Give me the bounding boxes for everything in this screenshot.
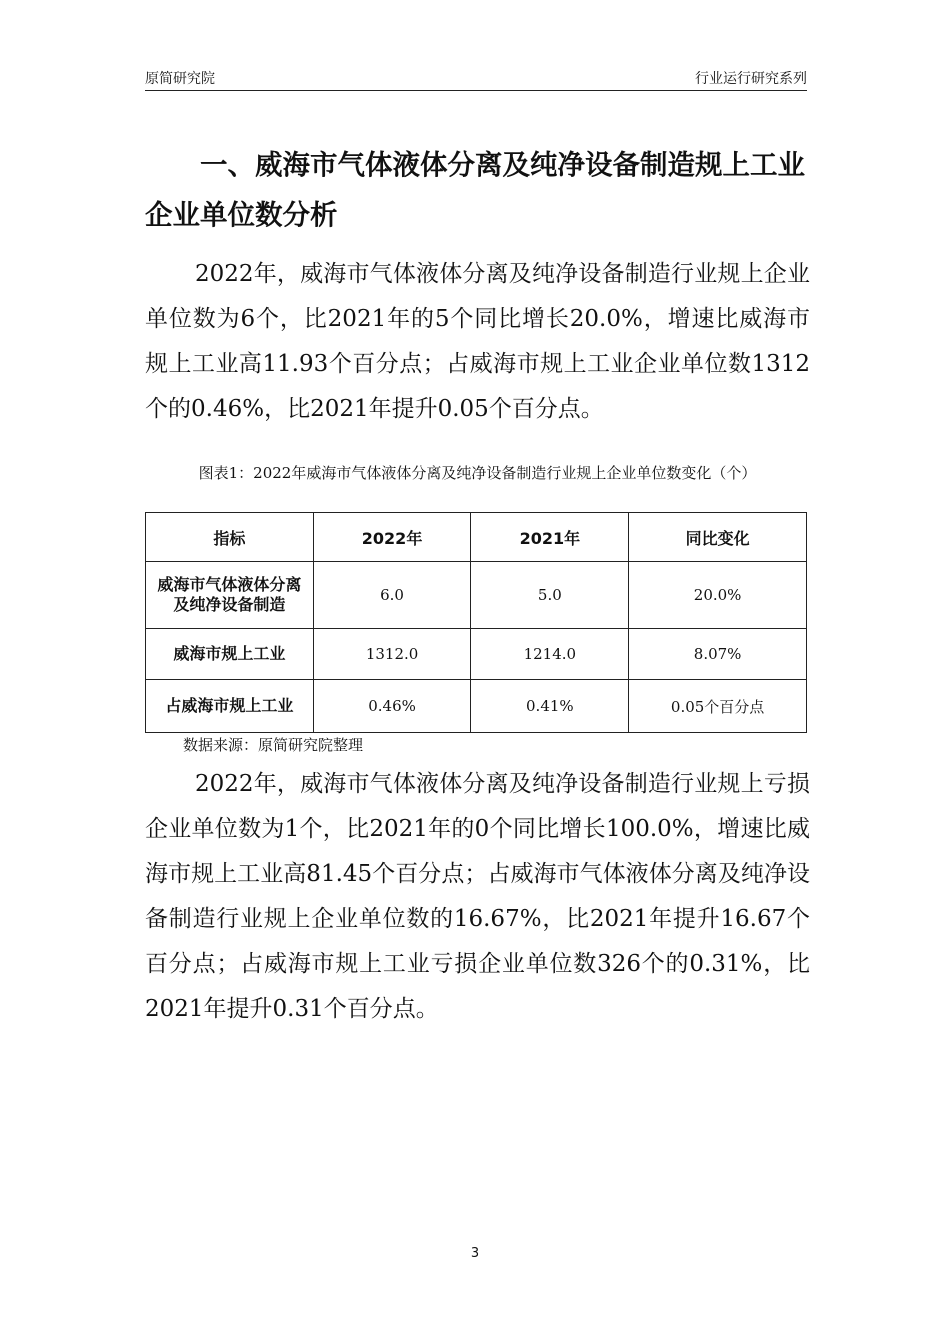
cell-2022: 0.46% [313,680,471,733]
row-label: 占威海市规上工业 [146,680,314,733]
table-row [146,629,807,680]
paragraph-enterprise-count: 2022年，威海市气体液体分离及纯净设备制造行业规上企业单位数为6个，比2021年的5个同比增长20.0%，增速比威海市规上工业高11.93个百分点；占威海市规上工业企业单位数1312个的0.46%，比2021年提升0.05个百分点。 [145,261,810,422]
page-number: 3 [470,1246,480,1261]
cell-2021: 5.0 [471,562,629,629]
cell-2022: 1312.0 [313,629,471,680]
row-label: 威海市规上工业 [146,629,314,680]
enterprise-count-table [145,512,807,733]
cell-change: 20.0% [629,562,807,629]
cell-2022: 6.0 [313,562,471,629]
section-title: 一、威海市气体液体分离及纯净设备制造规上工业企业单位数分析 [145,149,805,231]
header-yoy-change: 同比变化 [629,513,807,562]
row-label: 威海市气体液体分离及纯净设备制造 [146,562,314,629]
page-header [145,66,807,91]
table-row [146,562,807,629]
table-caption: 图表1：2022年威海市气体液体分离及纯净设备制造行业规上企业单位数变化（个） [198,464,757,482]
data-source-note: 数据来源：原简研究院整理 [183,736,364,754]
cell-change: 0.05个百分点 [629,680,807,733]
header-indicator: 指标 [146,513,314,562]
header-2022: 2022年 [313,513,471,562]
cell-2021: 1214.0 [471,629,629,680]
table-row [146,680,807,733]
paragraph-loss-enterprise-count: 2022年，威海市气体液体分离及纯净设备制造行业规上亏损企业单位数为1个，比2021年的0个同比增长100.0%，增速比威海市规上工业高81.45个百分点；占威海市气体液体分离及纯净设备制造行业规上企业单位数的16.67%，比2021年提升16.67个百分点；占威海市规上工业亏损企业单位数326个的0.31%，比2021年提升0.31个百分点。 [145,771,810,1022]
header-series-name: 行业运行研究系列 [695,71,807,87]
table-header-row [146,513,807,562]
cell-2021: 0.41% [471,680,629,733]
cell-change: 8.07% [629,629,807,680]
header-org-name: 原简研究院 [145,71,215,87]
header-2021: 2021年 [471,513,629,562]
